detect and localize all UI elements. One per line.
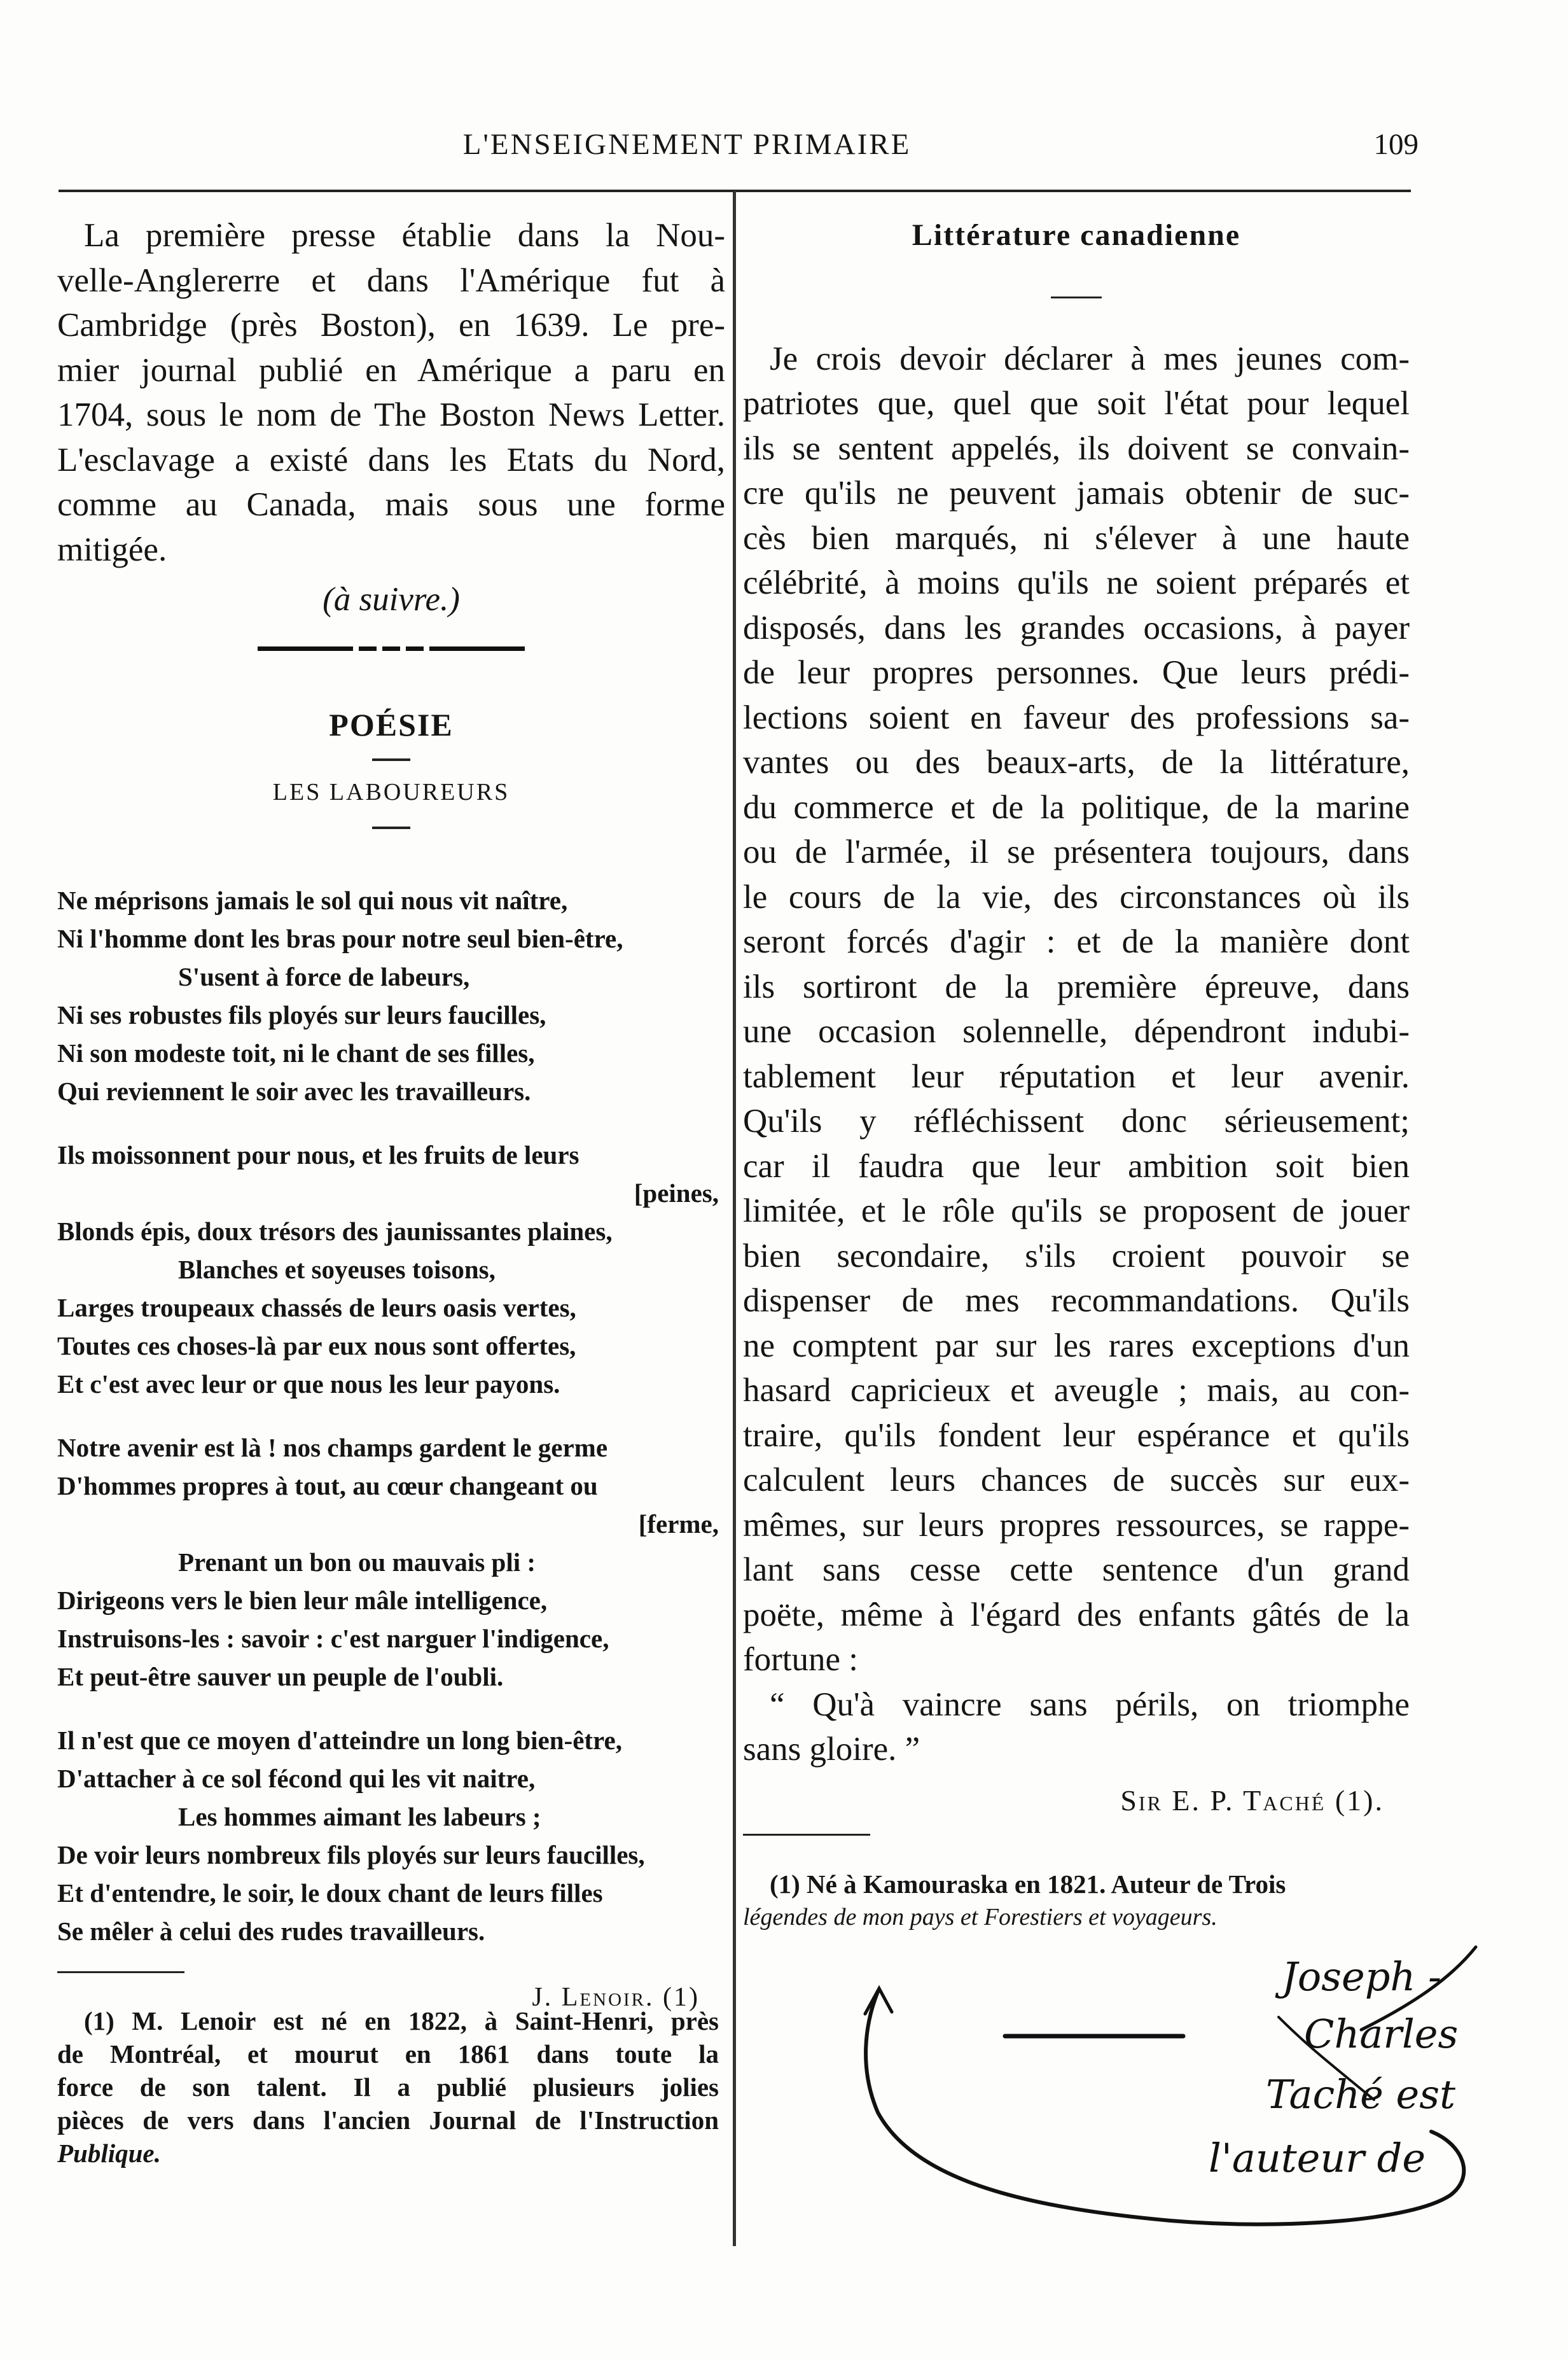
paragraph-line: le cours de la vie, des circonstances où ils (743, 878, 1410, 916)
prose-line: mier journal publié en Amérique a paru en (57, 351, 725, 389)
poem-line: Toutes ces choses-là par eux nous sont offertes, (57, 1331, 576, 1360)
poem-line: Notre avenir est là ! nos champs gardent le germe (57, 1433, 608, 1462)
paragraph-line: Qu'ils y réfléchissent donc sérieusement; (743, 1103, 1410, 1140)
poem-line: Blanches et soyeuses toisons, (178, 1255, 496, 1284)
paragraph-line: ils sortiront de la première épreuve, dans (743, 968, 1410, 1005)
paragraph-line: bien secondaire, s'ils croient pouvoir se (743, 1237, 1410, 1274)
left-prose (57, 213, 725, 572)
paragraph-line: hasard capricieux et aveugle ; mais, au con- (743, 1372, 1410, 1409)
paragraph-line: car il faudra que leur ambition soit bien (743, 1147, 1410, 1185)
continued-note: (à suivre.) (323, 581, 460, 618)
paragraph-line: cre qu'ils ne peuvent jamais obtenir de suc- (743, 475, 1410, 512)
poem-line: Instruisons-les : savoir : c'est narguer l'indigence, (57, 1624, 609, 1653)
footnote-line: (1) M. Lenoir est né en 1822, à Saint-Henri, près (84, 2006, 719, 2035)
paragraph-line: du commerce et de la politique, de la marine (743, 788, 1410, 826)
stanza-4 (57, 1721, 719, 1950)
paragraph-line: lections soient en faveur des professions sa- (743, 699, 1410, 736)
poem-line: Blonds épis, doux trésors des jaunissantes plaines, (57, 1217, 613, 1246)
poem-line: D'hommes propres à tout, au cœur changeant ou (57, 1471, 598, 1500)
prose-line: La première presse établie dans la Nou- (84, 217, 725, 254)
paragraph-line: calculent leurs chances de succès sur eux- (743, 1462, 1410, 1498)
paragraph-line: ou de l'armée, il se présentera toujours, dans (743, 834, 1410, 870)
section-title-poesie: POÉSIE (329, 706, 454, 743)
footnote-line: légendes de mon pays et Forestiers et voyageurs. (743, 1904, 1218, 1931)
poem-line: Et c'est avec leur or que nous les leur payons. (57, 1369, 560, 1399)
right-paragraph (743, 337, 1410, 1682)
paragraph-line: ils se sentent appelés, ils doivent se convain- (743, 429, 1410, 467)
poem-line: Et d'entendre, le soir, le doux chant de leurs filles (57, 1878, 603, 1908)
column-divider (733, 191, 736, 2246)
ornament-divider (57, 646, 725, 652)
footnote-rule (57, 1971, 184, 1973)
stanza-2 (57, 1136, 719, 1403)
poem-line: Ils moissonnent pour nous, et les fruits de leurs (57, 1140, 579, 1170)
poem-line: Il n'est que ce moyen d'atteindre un long bien-être, (57, 1726, 622, 1755)
footnote-line: de Montréal, et mourut en 1861 dans toute la (57, 2039, 719, 2069)
poem-line: [peines, (634, 1178, 719, 1208)
prose-line: mitigée. (57, 531, 167, 568)
footnote-rule (743, 1834, 870, 1836)
prose-line: Cambridge (près Boston), en 1639. Le pre- (57, 307, 725, 344)
paragraph-line: une occasion solennelle, dépendront indubi- (743, 1013, 1410, 1050)
short-rule (1051, 297, 1102, 298)
stanza-1 (57, 881, 719, 1110)
prose-line: comme au Canada, mais sous une forme (57, 486, 725, 523)
short-rule (372, 758, 410, 761)
prose-line: 1704, sous le nom de The Boston News Letter. (57, 396, 725, 433)
paragraph-line: cès bien marqués, ni s'élever à une haute (743, 519, 1410, 557)
page-number: 109 (1373, 128, 1419, 161)
right-column (743, 213, 1410, 1823)
quote (743, 1682, 1410, 1772)
poem-line: Les hommes aimant les labeurs ; (178, 1802, 541, 1831)
poem (57, 881, 719, 2016)
paragraph-line: Je crois devoir déclarer à mes jeunes com- (770, 340, 1410, 377)
running-header: L'ENSEIGNEMENT PRIMAIRE (462, 128, 912, 161)
footnote-line: force de son talent. Il a publié plusieurs jolies (57, 2072, 719, 2102)
poem-line: Ni son modeste toit, ni le chant de ses filles, (57, 1038, 535, 1068)
handwriting-line: Joseph - (1282, 1953, 1441, 2000)
paragraph-line: vantes ou des beaux-arts, de la littérature, (743, 744, 1410, 781)
paragraph-line: disposés, dans les grandes occasions, à payer (743, 609, 1410, 646)
prose-line: velle-Anglererre et dans l'Amérique fut à (57, 262, 725, 299)
poem-line: Ni ses robustes fils ployés sur leurs faucilles, (57, 1000, 546, 1030)
poem-line: Se mêler à celui des rudes travailleurs. (57, 1917, 485, 1946)
footnote-line: pièces de vers dans l'ancien Journal de l'Instruction (57, 2105, 719, 2135)
poem-line: Dirigeons vers le bien leur mâle intelligence, (57, 1586, 548, 1615)
paragraph-line: poëte, même à l'égard des enfants gâtés de la (743, 1596, 1410, 1633)
paragraph-line: patriotes que, quel que soit l'état pour lequel (743, 385, 1410, 422)
poem-line: Prenant un bon ou mauvais pli : (178, 1547, 536, 1577)
footnote-line: Publique. (57, 2139, 161, 2168)
poem-line: Qui reviennent le soir avec les travailleurs. (57, 1077, 531, 1106)
footnote-line: (1) Né à Kamouraska en 1821. Auteur de Trois (770, 1869, 1286, 1899)
poem-line: Et peut-être sauver un peuple de l'oubli. (57, 1662, 504, 1691)
handwriting-line: Charles (1304, 2011, 1459, 2057)
paragraph-line: célébrité, à moins qu'ils ne soient préparés et (743, 564, 1410, 601)
stanza-3 (57, 1428, 719, 1696)
left-footnote (57, 2004, 719, 2170)
poem-title: LES LABOUREURS (272, 779, 510, 806)
paragraph-line: fortune : (743, 1641, 859, 1678)
paragraph-line: traire, qu'ils fondent leur espérance et qu'ils (743, 1416, 1410, 1454)
section-title-litterature: Littérature canadienne (912, 218, 1241, 252)
prose-line: L'esclavage a existé dans les Etats du Nord, (57, 441, 725, 478)
handwriting-line: Taché est (1266, 2071, 1455, 2118)
right-footnote (743, 1868, 1410, 1934)
paragraph-line: limitée, et le rôle qu'ils se proposent de jouer (743, 1192, 1410, 1229)
handwriting-line: l'auteur de (1209, 2135, 1426, 2181)
paragraph-line: tablement leur réputation et leur avenir. (743, 1058, 1410, 1095)
poem-line: De voir leurs nombreux fils ployés sur leurs faucilles, (57, 1840, 645, 1869)
poem-line: Ni l'homme dont les bras pour notre seul bien-être, (57, 924, 623, 953)
quote-line: sans gloire. ” (743, 1731, 920, 1768)
short-rule (372, 827, 410, 829)
paragraph-line: ne comptent par sur les rares exceptions d'un (743, 1327, 1410, 1364)
quote-line: “ Qu'à vaincre sans périls, on triomphe (770, 1686, 1410, 1723)
poem-line: D'attacher à ce sol fécond qui les vit naitre, (57, 1764, 536, 1793)
paragraph-line: de leur propres personnes. Que leurs prédi- (743, 654, 1410, 691)
paragraph-line: seront forcés d'agir : et de la manière dont (743, 923, 1410, 960)
poem-line: S'usent à force de labeurs, (178, 962, 470, 991)
poem-line: Ne méprisons jamais le sol qui nous vit naître, (57, 886, 568, 915)
paragraph-line: lant sans cesse cette sentence d'un grand (743, 1551, 1410, 1588)
paragraph-line: mêmes, sur leurs propres ressources, se rappe- (743, 1506, 1410, 1544)
paragraph-line: dispenser de mes recommandations. Qu'ils (743, 1282, 1410, 1319)
poem-line: Larges troupeaux chassés de leurs oasis vertes, (57, 1293, 576, 1322)
poem-author: J. Lenoir. (1) (532, 1983, 700, 2012)
signature: Sir E. P. Taché (1). (1120, 1784, 1384, 1817)
left-column (57, 213, 725, 829)
poem-line: [ferme, (638, 1509, 719, 1539)
